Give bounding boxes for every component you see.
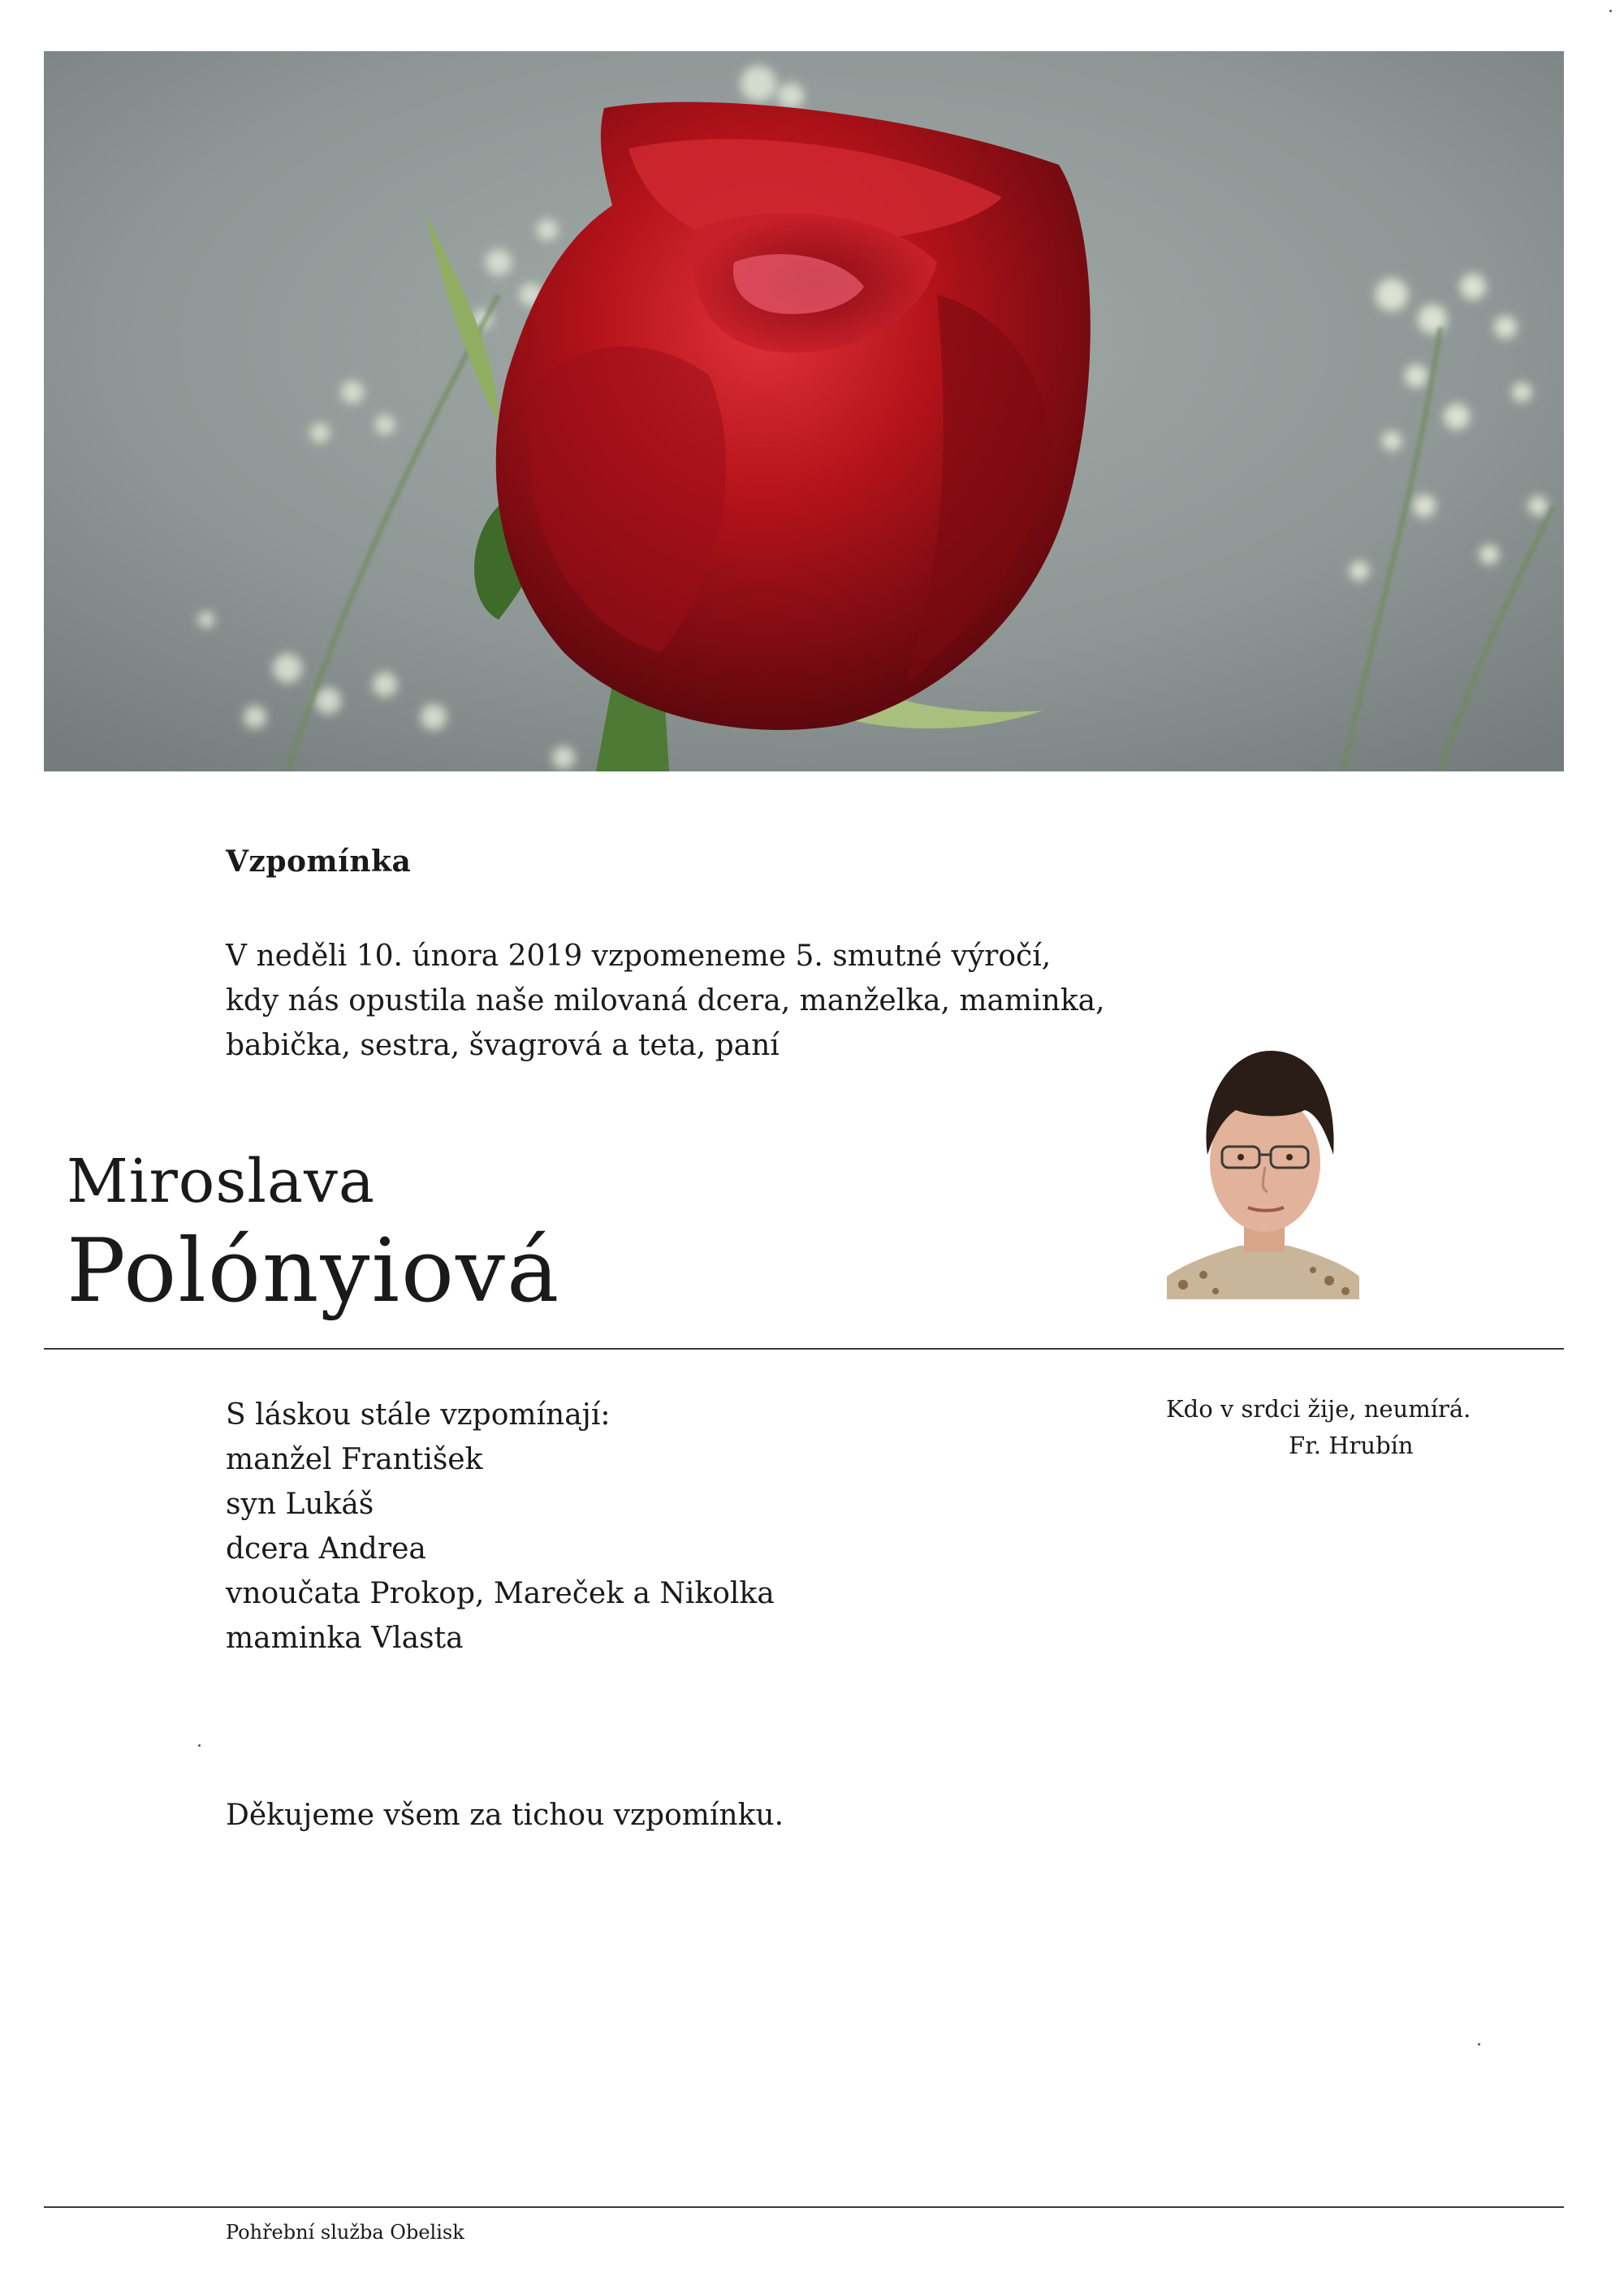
deceased-first-name: Miroslava	[67, 1147, 376, 1216]
portrait-photo	[1167, 1033, 1359, 1299]
mourner-line: maminka Vlasta	[226, 1622, 464, 1655]
mourner-line: syn Lukáš	[226, 1488, 374, 1521]
thanks-line: Děkujeme všem za tichou vzpomínku.	[226, 1799, 784, 1832]
footer-funeral-service: Pohřební služba Obelisk	[226, 2221, 464, 2244]
intro-line: V neděli 10. února 2019 vzpomeneme 5. smutné výročí,	[226, 940, 1052, 973]
scan-speck	[1478, 2043, 1480, 2046]
quote-author: Fr. Hrubín	[1289, 1432, 1414, 1459]
header-rose-photo	[44, 51, 1564, 771]
mourner-line: dcera Andrea	[226, 1532, 426, 1566]
intro-paragraph	[226, 934, 1119, 1068]
mourners-title: S láskou stále vzpomínají:	[226, 1398, 611, 1432]
scan-speck	[198, 1744, 201, 1747]
deceased-last-name: Polónyiová	[67, 1220, 561, 1322]
quote-block	[1166, 1391, 1471, 1464]
divider-bottom	[44, 2206, 1564, 2208]
mourners-list	[226, 1393, 775, 1661]
mourner-line: manžel František	[226, 1443, 483, 1476]
mourner-line: vnoučata Prokop, Mareček a Nikolka	[226, 1577, 775, 1610]
intro-line: kdy nás opustila naše milovaná dcera, manželka, maminka,	[226, 984, 1105, 1017]
rose-icon	[44, 51, 1564, 771]
intro-line: babička, sestra, švagrová a teta, paní	[226, 1029, 780, 1062]
divider-top	[44, 1348, 1564, 1350]
portrait-icon	[1167, 1033, 1359, 1299]
quote-text: Kdo v srdci žije, neumírá.	[1166, 1395, 1471, 1423]
scan-speck	[1609, 10, 1612, 12]
heading-vzpominka: Vzpomínka	[226, 845, 412, 879]
